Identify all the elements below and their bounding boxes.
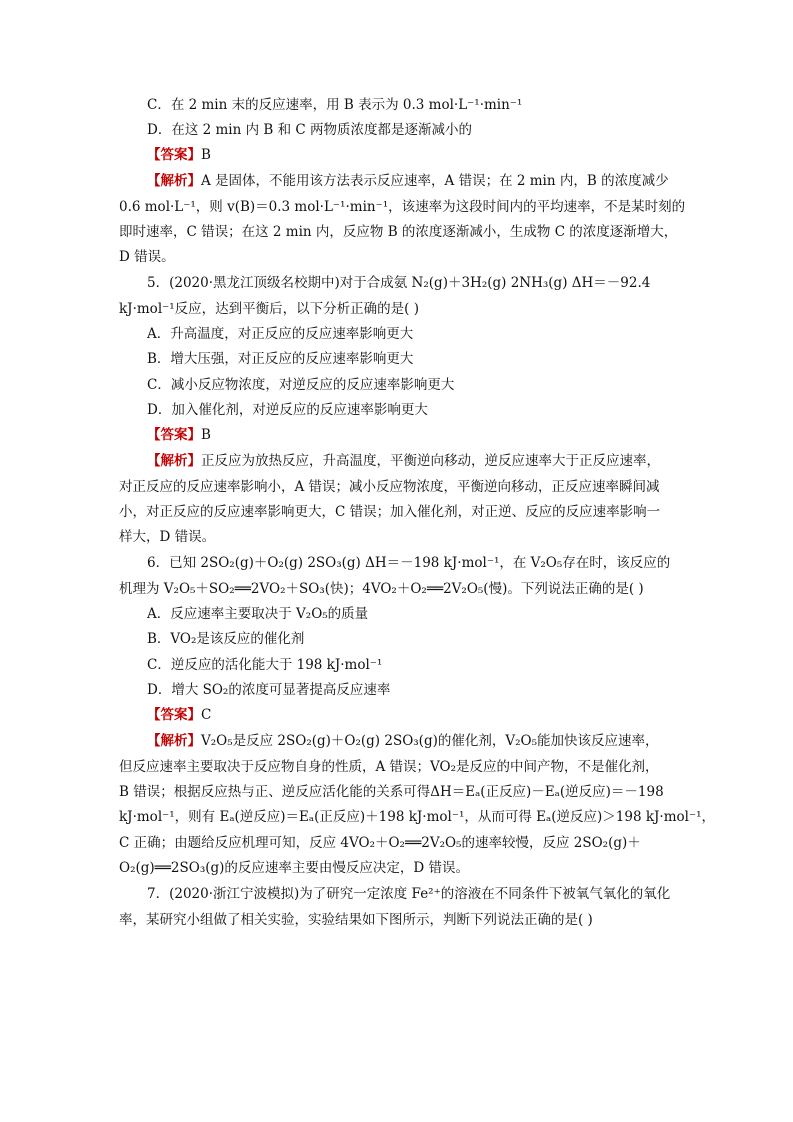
q4-option-d: D．在这 2 min 内 B 和 C 两物质浓度都是逐渐减小的 — [147, 122, 473, 138]
q4-answer — [147, 146, 211, 164]
answer-tag: 【答案】 — [147, 707, 201, 723]
q5-stem-line-1: 5．(2020·黑龙江顶级名校期中)对于合成氨 N₂(g)＋3H₂(g) 2NH₃(g) ΔH＝－92.4 — [147, 275, 651, 291]
answer-tag: 【答案】 — [147, 427, 201, 443]
q4-analysis-line-3: 即时速率，C 错误；在这 2 min 内，反应物 B 的浓度逐渐减小，生成物 C 的浓度逐渐增大， — [119, 224, 678, 240]
q5-stem-line-2: kJ·mol⁻¹反应，达到平衡后，以下分析正确的是( ) — [119, 301, 419, 317]
answer-tag: 【答案】 — [147, 147, 201, 163]
q6-option-a: A．反应速率主要取决于 V₂O₅的质量 — [147, 606, 369, 622]
q6-option-b: B．VO₂是该反应的催化剂 — [147, 631, 305, 647]
q5-option-a: A．升高温度，对正反应的反应速率影响更大 — [147, 326, 414, 342]
q6-analysis-line-1: 【解析】V₂O₅是反应 2SO₂(g)＋O₂(g) 2SO₃(g)的催化剂，V₂O₅能加快该反应速率， — [147, 733, 659, 749]
q4-analysis-line-4: D 错误。 — [119, 249, 175, 265]
q5-option-b: B．增大压强，对正反应的反应速率影响更大 — [147, 351, 414, 367]
q4-option-c: C．在 2 min 末的反应速率，用 B 表示为 0.3 mol·L⁻¹·min⁻¹ — [147, 97, 523, 113]
q5-analysis-line-3: 小，对正反应的反应速率影响更大，C 错误；加入催化剂，对正逆、反应的反应速率影响一 — [119, 504, 661, 520]
answer-value: B — [201, 147, 211, 163]
q5-analysis-line-2: 对正反应的反应速率影响小，A 错误；减小反应物浓度，平衡逆向移动，正反应速率瞬间减 — [119, 479, 660, 495]
q7-stem-line-2: 率，某研究小组做了相关实验，实验结果如下图所示，判断下列说法正确的是( ) — [119, 912, 593, 928]
q6-analysis-line-2: 但反应速率主要取决于反应物自身的性质，A 错误；VO₂是反应的中间产物，不是催化剂， — [119, 759, 659, 775]
q4-analysis-line-2: 0.6 mol·L⁻¹，则 v(B)＝0.3 mol·L⁻¹·min⁻¹，该速率为这段时间内的平均速率，不是某时刻的 — [119, 199, 686, 215]
answer-value: C — [201, 707, 212, 723]
q6-analysis-line-6: O₂(g)══2SO₃(g)的反应速率主要由慢反应决定，D 错误。 — [119, 860, 470, 876]
q4-analysis-line-1: 【解析】A 是固体，不能用该方法表示反应速率，A 错误；在 2 min 内，B 的浓度减少 — [147, 173, 669, 189]
q5-option-d: D．加入催化剂，对逆反应的反应速率影响更大 — [147, 402, 428, 418]
q6-analysis-line-4: kJ·mol⁻¹，则有 Eₐ(逆反应)＝Eₐ(正反应)＋198 kJ·mol⁻¹，从而可得 Eₐ(逆反应)＞198 kJ·mol⁻¹， — [119, 809, 715, 825]
q5-option-c: C．减小反应物浓度，对逆反应的反应速率影响更大 — [147, 377, 455, 393]
q5-answer — [147, 426, 211, 444]
analysis-tag: 【解析】 — [147, 733, 201, 749]
answer-value: B — [201, 427, 211, 443]
q6-stem-line-2: 机理为 V₂O₅＋SO₂══2VO₂＋SO₃(快)；4VO₂＋O₂══2V₂O₅(慢)。下列说法正确的是( ) — [119, 581, 644, 597]
q6-answer — [147, 706, 211, 724]
q6-option-c: C．逆反应的活化能大于 198 kJ·mol⁻¹ — [147, 657, 383, 673]
q5-analysis-line-4: 样大，D 错误。 — [119, 529, 216, 545]
q6-stem-line-1: 6．已知 2SO₂(g)＋O₂(g) 2SO₃(g) ΔH＝－198 kJ·mol⁻¹，在 V₂O₅存在时，该反应的 — [147, 555, 671, 571]
q7-stem-line-1: 7．(2020·浙江宁波模拟)为了研究一定浓度 Fe²⁺的溶液在不同条件下被氧气氧化的氧化 — [147, 886, 671, 902]
q6-option-d: D．增大 SO₂的浓度可显著提高反应速率 — [147, 682, 391, 698]
q6-analysis-line-3: B 错误；根据反应热与正、逆反应活化能的关系可得ΔH＝Eₐ(正反应)－Eₐ(逆反应)＝－198 — [119, 784, 664, 800]
analysis-tag: 【解析】 — [147, 453, 201, 469]
analysis-tag: 【解析】 — [147, 173, 201, 189]
q5-analysis-line-1: 【解析】正反应为放热反应，升高温度，平衡逆向移动，逆反应速率大于正反应速率， — [147, 453, 660, 469]
q6-analysis-line-5: C 正确；由题给反应机理可知，反应 4VO₂＋O₂══2V₂O₅的速率较慢，反应 2SO₂(g)＋ — [119, 835, 641, 851]
